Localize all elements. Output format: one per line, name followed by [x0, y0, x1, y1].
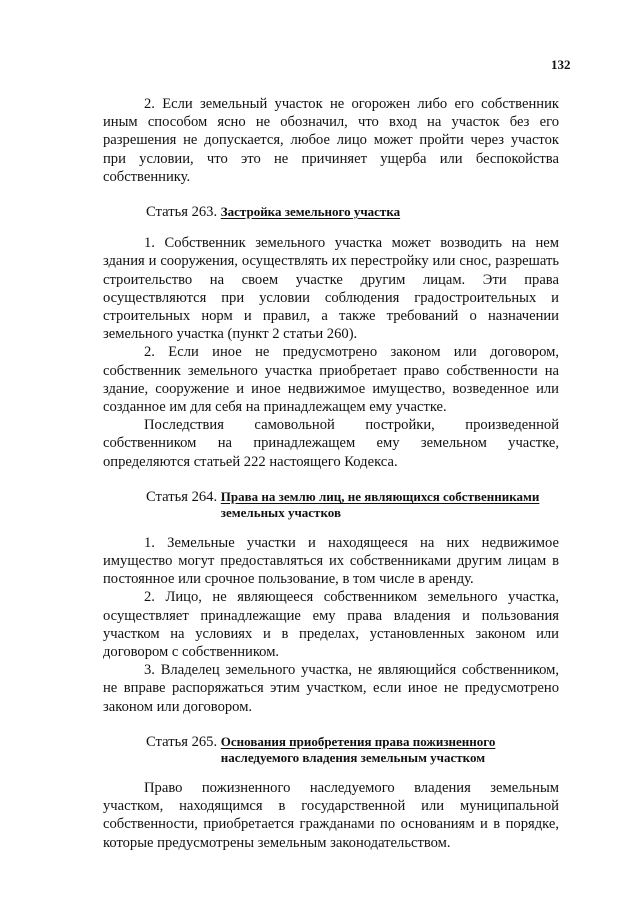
article-263-title-line: Застройка земельного участка — [220, 204, 401, 220]
article-263-paragraph-2: 2. Если иное не предусмотрено законом или договором, собственник земельного участка приобретает право собственности на здание, сооружение и иное недвижимое имущество, возведенное или созданное им для себя на принадлежащем ему участке. — [103, 344, 559, 416]
article-265-title-line-1: Основания приобретения права пожизненного — [220, 733, 496, 749]
article-263-title — [221, 203, 400, 220]
article-264-title — [221, 488, 540, 521]
article-264-paragraph-1: 1. Земельные участки и находящееся на них недвижимое имущество могут предоставляться их собственниками другим лицам в постоянное или срочное пользование, в том числе в аренду. — [103, 534, 559, 588]
article-263-number: Статья 263. — [146, 204, 221, 221]
article-263-paragraph-1: 1. Собственник земельного участка может возводить на нем здания и сооружения, осуществлять их перестройку или снос, разрешать строительство на своем участке другим лицам. Эти права осуществляются при условии соблюдения градостроительных и строительных норм и правил, а также требований о назначении земельного участка (пункт 2 статьи 260). — [103, 235, 559, 343]
article-265-number: Статья 265. — [146, 733, 221, 750]
article-264-title-line-2: земельных участков — [220, 504, 341, 520]
article-263-paragraph-3: Последствия самовольной постройки, произведенной собственником на принадлежащем ему земельном участке, определяются статьей 222 настоящего Кодекса. — [103, 417, 559, 470]
article-264-paragraph-3: 3. Владелец земельного участка, не являющийся собственником, не вправе распоряжаться этим участком, если иное не предусмотрено законом или договором. — [103, 662, 559, 715]
document-body — [103, 95, 559, 852]
article-264-number: Статья 264. — [146, 488, 221, 505]
article-263-heading — [103, 203, 559, 221]
intro-paragraph: 2. Если земельный участок не огорожен либо его собственник иным способом ясно не обозначил, что вход на участок без его разрешения не допускается, любое лицо может пройти через участок при условии, что это не причиняет ущерба или беспокойства собственнику. — [103, 96, 559, 185]
article-265-paragraph-1: Право пожизненного наследуемого владения земельным участком, находящимся в государственной или муниципальной собственности, приобретается гражданами по основаниям и в порядке, которые предусмотрены земельным законодательством. — [103, 779, 559, 851]
page-number: 132 — [551, 57, 571, 72]
article-264-title-line-1: Права на землю лиц, не являющихся собственниками — [220, 488, 540, 504]
article-265-title — [221, 733, 496, 766]
article-265-title-line-2: наследуемого владения земельным участком — [220, 749, 486, 765]
article-264-heading — [103, 488, 559, 521]
article-264-paragraph-2: 2. Лицо, не являющееся собственником земельного участка, осуществляет принадлежащие ему права владения и пользования участком на условиях и в пределах, установленных законом или договором с собственником. — [103, 589, 559, 661]
article-265-heading — [103, 733, 559, 766]
